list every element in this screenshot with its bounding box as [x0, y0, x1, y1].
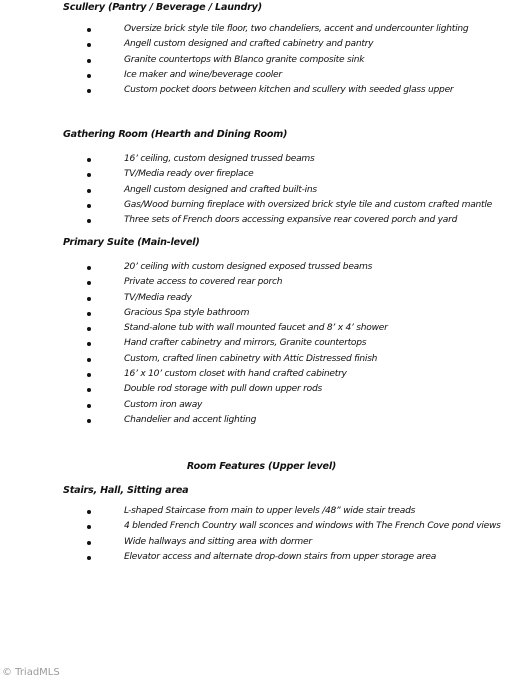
bullet-icon: [87, 404, 91, 408]
list-item: L-shaped Staircase from main to upper levels /48” wide stair treads: [0, 504, 523, 519]
list-item: TV/Media ready over fireplace: [0, 167, 523, 182]
bullet-icon: [87, 525, 91, 529]
list-item: Granite countertops with Blanco granite composite sink: [0, 53, 523, 68]
list-item: 16’ ceiling, custom designed trussed beams: [0, 152, 523, 167]
section-heading-primary-suite: Primary Suite (Main-level): [63, 237, 200, 248]
bullet-icon: [87, 510, 91, 514]
section-heading-gathering-room: Gathering Room (Hearth and Dining Room): [63, 129, 288, 140]
list-item: Elevator access and alternate drop-down stairs from upper storage area: [0, 550, 523, 565]
bullet-icon: [87, 219, 91, 223]
list-item: Hand crafter cabinetry and mirrors, Granite countertops: [0, 336, 523, 351]
bullet-icon: [87, 541, 91, 545]
list-item: Chandelier and accent lighting: [0, 413, 523, 428]
section-heading-scullery: Scullery (Pantry / Beverage / Laundry): [63, 2, 262, 13]
bullet-icon: [87, 312, 91, 316]
section-list-scullery: [0, 22, 523, 98]
bullet-icon: [87, 43, 91, 47]
bullet-icon: [87, 28, 91, 32]
bullet-icon: [87, 74, 91, 78]
bullet-icon: [87, 189, 91, 193]
bullet-icon: [87, 158, 91, 162]
bullet-icon: [87, 59, 91, 63]
section-list-stairs-hall: [0, 504, 523, 565]
bullet-icon: [87, 297, 91, 301]
copyright-footer: © TriadMLS: [2, 667, 60, 678]
bullet-icon: [87, 358, 91, 362]
section-list-primary-suite: [0, 260, 523, 428]
section-list-gathering-room: [0, 152, 523, 228]
list-item: Double rod storage with pull down upper rods: [0, 382, 523, 397]
bullet-icon: [87, 204, 91, 208]
list-item: Angell custom designed and crafted built-ins: [0, 183, 523, 198]
bullet-icon: [87, 266, 91, 270]
bullet-icon: [87, 89, 91, 93]
list-item: Custom pocket doors between kitchen and scullery with seeded glass upper: [0, 83, 523, 98]
list-item: Gas/Wood burning fireplace with oversized brick style tile and custom crafted mantle: [0, 198, 523, 213]
list-item: 4 blended French Country wall sconces and windows with The French Cove pond views: [0, 519, 523, 534]
list-item: Angell custom designed and crafted cabinetry and pantry: [0, 37, 523, 52]
bullet-icon: [87, 388, 91, 392]
list-item: Oversize brick style tile floor, two chandeliers, accent and undercounter lighting: [0, 22, 523, 37]
list-item: Three sets of French doors accessing expansive rear covered porch and yard: [0, 213, 523, 228]
list-item: Private access to covered rear porch: [0, 275, 523, 290]
bullet-icon: [87, 281, 91, 285]
bullet-icon: [87, 173, 91, 177]
list-item: Custom iron away: [0, 398, 523, 413]
list-item: Custom, crafted linen cabinetry with Attic Distressed finish: [0, 352, 523, 367]
list-item: Stand-alone tub with wall mounted faucet and 8’ x 4’ shower: [0, 321, 523, 336]
list-item: 20’ ceiling with custom designed exposed trussed beams: [0, 260, 523, 275]
list-item: TV/Media ready: [0, 291, 523, 306]
bullet-icon: [87, 342, 91, 346]
list-item: Ice maker and wine/beverage cooler: [0, 68, 523, 83]
list-item: Gracious Spa style bathroom: [0, 306, 523, 321]
bullet-icon: [87, 327, 91, 331]
bullet-icon: [87, 419, 91, 423]
bullet-icon: [87, 373, 91, 377]
upper-level-heading: Room Features (Upper level): [186, 461, 337, 472]
bullet-icon: [87, 556, 91, 560]
section-heading-stairs-hall: Stairs, Hall, Sitting area: [63, 485, 189, 496]
list-item: 16’ x 10’ custom closet with hand crafted cabinetry: [0, 367, 523, 382]
list-item: Wide hallways and sitting area with dormer: [0, 535, 523, 550]
